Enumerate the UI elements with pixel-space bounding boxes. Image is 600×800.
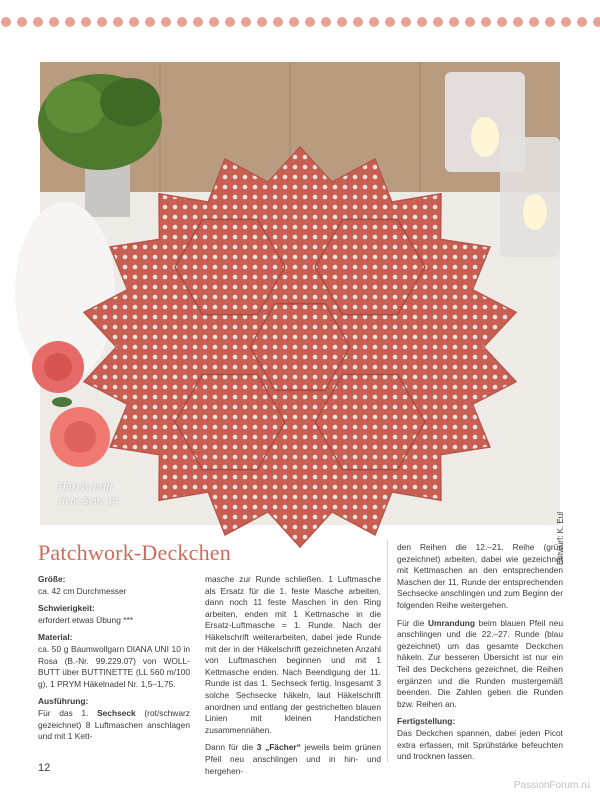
execution-text-bold: Sechseck bbox=[97, 707, 136, 718]
caption-line-1: Häkelschrift bbox=[58, 481, 113, 493]
border-dot bbox=[225, 17, 235, 27]
watermark: PassionForum.ru bbox=[513, 780, 590, 791]
border-dot bbox=[49, 17, 59, 27]
border-dot bbox=[353, 17, 363, 27]
doily-illustration bbox=[40, 62, 560, 525]
border-dot bbox=[145, 17, 155, 27]
border-dot bbox=[273, 17, 283, 27]
border-dot bbox=[529, 17, 539, 27]
fans-text-a: Dann für die bbox=[205, 742, 257, 753]
execution-section bbox=[38, 696, 190, 742]
dot-border bbox=[0, 0, 600, 40]
border-dot bbox=[593, 17, 600, 27]
border-text-bold: Umrandung bbox=[427, 617, 475, 628]
size-heading: Größe: bbox=[38, 574, 66, 584]
material-section bbox=[38, 632, 190, 690]
design-credit: Entwurf: K. Eul bbox=[556, 512, 565, 565]
border-dot bbox=[337, 17, 347, 27]
border-dot bbox=[97, 17, 107, 27]
article-title: Patchwork-Deckchen bbox=[38, 540, 231, 565]
material-heading: Material: bbox=[38, 632, 73, 643]
pattern-caption bbox=[58, 480, 118, 508]
border-dot bbox=[1, 17, 11, 27]
caption-line-2: siehe Seite 14 bbox=[58, 495, 119, 507]
fans-text-bold: 3 „Fächer“ bbox=[256, 742, 301, 753]
border-dot bbox=[305, 17, 315, 27]
border-dot bbox=[161, 17, 171, 27]
column-1 bbox=[38, 574, 190, 749]
border-paragraph bbox=[397, 618, 563, 711]
difficulty-section bbox=[38, 603, 190, 626]
size-text: ca. 42 cm Durchmesser bbox=[38, 585, 127, 596]
border-dot bbox=[449, 17, 459, 27]
finish-section bbox=[397, 716, 563, 762]
instructions-paragraph: masche zur Runde schließen. 1 Luftmasche als Ersatz für die 1. feste Masche arbeiten, dann noch 11 feste Maschen in den Ring arbeiten, enden mit 1 Kettmasche in die Ersatz-Luftmasche = 1. Runde. Nach der Häkelschrift weiterarbeiten, dabei jede Runde mit der in der Häkelschrift gezeichneten Anzahl von Luftmaschen beginnen und mit 1 Kettmasche enden. Nach Beendigung der 11. Runde ist das 1. Sechseck fertig. Insgesamt 3 solche Sechsecke häkeln, laut Häkelschrift anordnen und entlang der gestrichelten blauen Linien mit kleinen Handstichen zusammennähen. bbox=[205, 574, 381, 735]
border-dot bbox=[465, 17, 475, 27]
fans-text-b: jeweils beim grünen Pfeil neu anschlingen und in hin- und hergehen- bbox=[205, 742, 381, 776]
finish-heading: Fertigstellung: bbox=[397, 716, 456, 727]
border-dot bbox=[129, 17, 139, 27]
border-text-b: beim blauen Pfeil neu anschlingen und die 22.–27. Runde (blau gezeichnet) um das gesamte Deckchen häkeln. Zur besseren Übersicht ist nur ein Teil des Deckchens gezeichnet, die Reihen ergänzen und die Runden mustergemäß beenden. Die Zahlen geben die Runden bzw. Reihen an. bbox=[397, 617, 563, 709]
border-dot bbox=[577, 17, 587, 27]
column-3 bbox=[397, 542, 563, 769]
border-dot bbox=[209, 17, 219, 27]
border-dot bbox=[177, 17, 187, 27]
border-dot bbox=[561, 17, 571, 27]
border-dot bbox=[321, 17, 331, 27]
border-dot bbox=[33, 17, 43, 27]
page-number: 12 bbox=[38, 762, 51, 774]
border-dot bbox=[289, 17, 299, 27]
border-dot bbox=[545, 17, 555, 27]
border-dot bbox=[433, 17, 443, 27]
rows-paragraph: den Reihen die 12.–21. Reihe (grün gezeichnet) arbeiten, dabei wie gezeichnet mit Kettmaschen an den entsprechenden Maschen der 11. Runde der entsprechenden Sechsecke anschlingen und zum Beginn der folgenden Reihe weitergehen. bbox=[397, 542, 563, 610]
difficulty-text: erfordert etwas Übung *** bbox=[38, 614, 133, 625]
border-dot bbox=[417, 17, 427, 27]
border-dot bbox=[193, 17, 203, 27]
material-text: ca. 50 g Baumwollgarn DIANA UNI 10 in Rosa (B.-Nr. 99.229.07) von WOLL-BUTT über BUTTINETTE (LL 560 m/100 g), 1 PRYM Häkelnadel Nr. 1,5–1,75. bbox=[38, 643, 190, 689]
border-dot bbox=[401, 17, 411, 27]
border-dot bbox=[369, 17, 379, 27]
execution-text-a: Für das 1. bbox=[38, 707, 98, 718]
column-divider bbox=[387, 540, 388, 762]
finish-text: Das Deckchen spannen, dabei jeden Picot extra erfassen, mit Sprühstärke befeuchten und trocknen lassen. bbox=[397, 727, 563, 762]
size-section bbox=[38, 574, 190, 597]
execution-heading: Ausführung: bbox=[38, 696, 89, 707]
fans-paragraph bbox=[205, 742, 381, 777]
border-dot bbox=[497, 17, 507, 27]
border-dot bbox=[81, 17, 91, 27]
border-dot bbox=[257, 17, 267, 27]
border-dot bbox=[385, 17, 395, 27]
difficulty-heading: Schwierigkeit: bbox=[38, 603, 95, 614]
border-dot bbox=[113, 17, 123, 27]
column-2 bbox=[205, 574, 381, 783]
border-text-a: Für die bbox=[397, 617, 428, 628]
border-dot bbox=[241, 17, 251, 27]
border-dot bbox=[17, 17, 27, 27]
border-dot bbox=[513, 17, 523, 27]
border-dot bbox=[481, 17, 491, 27]
execution-text-b: (rot/schwarz gezeichnet) 8 Luftmaschen anschlagen und mit 1 Kett- bbox=[38, 707, 190, 742]
border-dot bbox=[65, 17, 75, 27]
